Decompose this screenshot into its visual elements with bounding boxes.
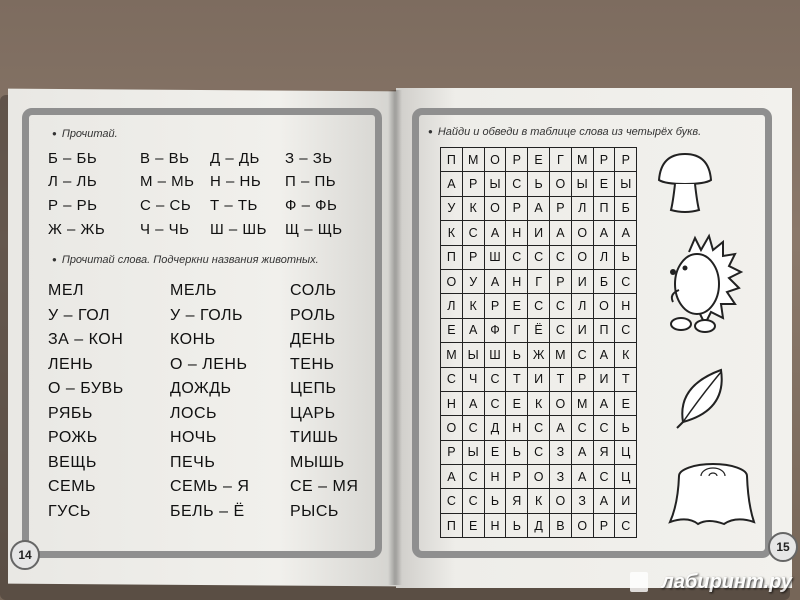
- grid-cell[interactable]: М: [572, 148, 594, 172]
- grid-cell[interactable]: Н: [506, 221, 528, 245]
- grid-cell[interactable]: З: [550, 465, 572, 489]
- grid-cell[interactable]: О: [528, 465, 550, 489]
- grid-cell[interactable]: П: [441, 514, 463, 538]
- instruction-read: ● Прочитай.: [52, 128, 118, 140]
- instruction-read-words: ● Прочитай слова. Подчеркни названия животных.: [52, 254, 319, 266]
- grid-cell[interactable]: Б: [615, 197, 637, 221]
- word-item: ЛЕНЬ: [48, 355, 94, 373]
- grid-cell[interactable]: Я: [594, 441, 616, 465]
- grid-cell[interactable]: О: [550, 172, 572, 196]
- book-gutter: [388, 90, 402, 585]
- word-item: О – БУВЬ: [48, 380, 124, 397]
- grid-cell[interactable]: С: [594, 465, 616, 489]
- grid-cell[interactable]: К: [463, 294, 485, 318]
- grid-cell[interactable]: И: [572, 270, 594, 294]
- letter-pair: Р – РЬ: [48, 197, 98, 214]
- word-item: МЕЛЬ: [170, 282, 217, 299]
- grid-cell[interactable]: О: [485, 197, 507, 221]
- letter-pair: Т – ТЬ: [210, 197, 258, 214]
- grid-cell[interactable]: К: [463, 197, 485, 221]
- word-item: У – ГОЛЬ: [170, 306, 243, 324]
- grid-cell[interactable]: С: [463, 221, 485, 245]
- word-item: ЛОСЬ: [170, 404, 217, 422]
- grid-cell[interactable]: М: [550, 343, 572, 367]
- watermark-logo-icon: [630, 572, 648, 592]
- grid-cell[interactable]: Ф: [485, 319, 507, 343]
- grid-cell[interactable]: Т: [615, 368, 637, 392]
- grid-cell[interactable]: Т: [550, 368, 572, 392]
- grid-cell[interactable]: Р: [485, 294, 507, 318]
- grid-cell[interactable]: А: [572, 441, 594, 465]
- grid-cell[interactable]: С: [528, 246, 550, 270]
- word-item: ЦЕПЬ: [290, 380, 337, 397]
- grid-cell[interactable]: А: [572, 465, 594, 489]
- grid-cell[interactable]: Ш: [485, 343, 507, 367]
- grid-cell[interactable]: А: [485, 221, 507, 245]
- grid-cell[interactable]: О: [441, 270, 463, 294]
- letter-pair: Ж – ЖЬ: [48, 221, 106, 238]
- grid-cell[interactable]: Я: [506, 489, 528, 513]
- grid-cell[interactable]: А: [528, 197, 550, 221]
- grid-cell[interactable]: Ц: [615, 465, 637, 489]
- grid-cell[interactable]: Ы: [615, 172, 637, 196]
- grid-cell[interactable]: Н: [485, 465, 507, 489]
- word-item: МЫШЬ: [290, 453, 345, 471]
- grid-cell[interactable]: С: [506, 246, 528, 270]
- grid-cell[interactable]: Д: [528, 514, 550, 538]
- grid-cell[interactable]: Е: [485, 441, 507, 465]
- word-item: У – ГОЛ: [48, 306, 110, 324]
- grid-cell[interactable]: Е: [506, 392, 528, 416]
- grid-cell[interactable]: Р: [550, 270, 572, 294]
- grid-cell[interactable]: О: [572, 514, 594, 538]
- grid-cell[interactable]: П: [594, 197, 616, 221]
- grid-cell[interactable]: А: [463, 319, 485, 343]
- grid-cell[interactable]: Ё: [528, 319, 550, 343]
- word-item: КОНЬ: [170, 331, 216, 348]
- letter-pair: В – ВЬ: [140, 150, 190, 167]
- grid-cell[interactable]: Н: [506, 270, 528, 294]
- grid-cell[interactable]: А: [441, 172, 463, 196]
- grid-cell[interactable]: О: [572, 246, 594, 270]
- grid-cell[interactable]: С: [485, 368, 507, 392]
- word-item: МЕЛ: [48, 282, 84, 299]
- grid-cell[interactable]: Ь: [506, 514, 528, 538]
- grid-cell[interactable]: К: [528, 489, 550, 513]
- grid-cell[interactable]: Ш: [485, 246, 507, 270]
- grid-cell[interactable]: А: [615, 221, 637, 245]
- grid-cell[interactable]: Е: [506, 294, 528, 318]
- letter-pair: Щ – ЩЬ: [285, 221, 343, 238]
- grid-cell[interactable]: Ж: [528, 343, 550, 367]
- word-item: ВЕЩЬ: [48, 453, 97, 471]
- grid-cell[interactable]: Ы: [485, 172, 507, 196]
- grid-cell[interactable]: А: [594, 221, 616, 245]
- grid-cell[interactable]: Т: [506, 368, 528, 392]
- grid-cell[interactable]: П: [441, 148, 463, 172]
- grid-cell[interactable]: Р: [572, 368, 594, 392]
- grid-cell[interactable]: З: [572, 489, 594, 513]
- word-item: ТЕНЬ: [290, 355, 335, 373]
- letter-pair: Ш – ШЬ: [210, 221, 268, 238]
- grid-cell[interactable]: М: [463, 148, 485, 172]
- mushroom-icon: [655, 150, 715, 216]
- grid-cell[interactable]: А: [441, 465, 463, 489]
- word-item: НОЧЬ: [170, 429, 217, 446]
- grid-cell[interactable]: Ь: [506, 441, 528, 465]
- grid-cell[interactable]: Е: [594, 172, 616, 196]
- grid-cell[interactable]: С: [528, 294, 550, 318]
- grid-cell[interactable]: З: [550, 441, 572, 465]
- letter-pair: П – ПЬ: [285, 173, 337, 190]
- grid-cell[interactable]: Р: [506, 197, 528, 221]
- grid-cell[interactable]: Н: [485, 514, 507, 538]
- grid-cell[interactable]: С: [550, 319, 572, 343]
- grid-cell[interactable]: П: [594, 319, 616, 343]
- grid-cell[interactable]: У: [441, 197, 463, 221]
- grid-cell[interactable]: Е: [615, 392, 637, 416]
- grid-cell[interactable]: Д: [485, 416, 507, 440]
- grid-cell[interactable]: Ы: [572, 172, 594, 196]
- grid-cell[interactable]: Р: [463, 246, 485, 270]
- word-item: ГУСЬ: [48, 502, 91, 520]
- word-item: СОЛЬ: [290, 282, 337, 299]
- grid-cell[interactable]: Е: [441, 319, 463, 343]
- letter-pair: З – ЗЬ: [285, 150, 333, 167]
- grid-cell[interactable]: К: [528, 392, 550, 416]
- hedgehog-icon: [665, 232, 745, 337]
- grid-cell[interactable]: А: [594, 392, 616, 416]
- grid-cell[interactable]: С: [528, 416, 550, 440]
- page-number-left: 14: [10, 540, 40, 570]
- grid-cell[interactable]: У: [463, 270, 485, 294]
- grid-cell[interactable]: И: [594, 368, 616, 392]
- grid-cell[interactable]: С: [441, 368, 463, 392]
- letter-pair: Ф – ФЬ: [285, 197, 338, 214]
- instruction-find-words: ● Найди и обведи в таблице слова из четырёх букв.: [428, 126, 701, 138]
- grid-cell[interactable]: К: [615, 343, 637, 367]
- grid-cell[interactable]: С: [615, 319, 637, 343]
- grid-cell[interactable]: Г: [506, 319, 528, 343]
- letter-pair: Н – НЬ: [210, 173, 262, 190]
- grid-cell[interactable]: И: [572, 319, 594, 343]
- grid-cell[interactable]: С: [615, 514, 637, 538]
- grid-cell[interactable]: Ь: [485, 489, 507, 513]
- grid-cell[interactable]: Г: [528, 270, 550, 294]
- grid-cell[interactable]: А: [463, 392, 485, 416]
- grid-cell[interactable]: О: [485, 148, 507, 172]
- letter-pair: М – МЬ: [140, 173, 195, 190]
- grid-cell[interactable]: Ь: [528, 172, 550, 196]
- grid-cell[interactable]: П: [441, 246, 463, 270]
- grid-cell[interactable]: С: [506, 172, 528, 196]
- grid-cell[interactable]: Ы: [463, 343, 485, 367]
- grid-cell[interactable]: Р: [441, 441, 463, 465]
- word-item: ЦАРЬ: [290, 404, 336, 422]
- word-item: СЕМЬ: [48, 478, 97, 495]
- grid-cell[interactable]: Р: [550, 197, 572, 221]
- grid-cell[interactable]: Ы: [463, 441, 485, 465]
- grid-cell[interactable]: О: [550, 392, 572, 416]
- word-item: ДЕНЬ: [290, 331, 336, 348]
- grid-cell[interactable]: М: [572, 392, 594, 416]
- grid-cell[interactable]: О: [550, 489, 572, 513]
- watermark: лабиринт.ру: [661, 571, 792, 593]
- word-item: РЯБЬ: [48, 404, 93, 422]
- grid-cell[interactable]: Л: [572, 294, 594, 318]
- word-item: ПЕЧЬ: [170, 453, 216, 471]
- word-item: ДОЖДЬ: [170, 380, 232, 397]
- grid-cell[interactable]: Р: [594, 514, 616, 538]
- grid-cell[interactable]: Н: [615, 294, 637, 318]
- stump-icon: [668, 460, 758, 530]
- grid-cell[interactable]: И: [528, 221, 550, 245]
- grid-cell[interactable]: Ь: [615, 246, 637, 270]
- grid-cell[interactable]: Ч: [463, 368, 485, 392]
- grid-cell[interactable]: Л: [594, 246, 616, 270]
- word-item: СЕМЬ – Я: [170, 478, 250, 495]
- grid-cell[interactable]: Н: [506, 416, 528, 440]
- grid-cell[interactable]: О: [441, 416, 463, 440]
- leaf-icon: [675, 366, 727, 430]
- grid-cell[interactable]: Р: [506, 148, 528, 172]
- grid-cell[interactable]: Б: [594, 270, 616, 294]
- grid-cell[interactable]: А: [550, 221, 572, 245]
- grid-cell[interactable]: С: [572, 416, 594, 440]
- grid-cell[interactable]: А: [594, 343, 616, 367]
- word-item: СЕ – МЯ: [290, 478, 359, 495]
- page-number-right: 15: [768, 532, 798, 562]
- letter-pair: Д – ДЬ: [210, 150, 260, 167]
- grid-cell[interactable]: С: [550, 294, 572, 318]
- grid-cell[interactable]: С: [615, 270, 637, 294]
- grid-cell[interactable]: Р: [506, 465, 528, 489]
- grid-cell[interactable]: С: [463, 416, 485, 440]
- grid-cell[interactable]: Г: [550, 148, 572, 172]
- grid-cell[interactable]: К: [441, 221, 463, 245]
- grid-cell[interactable]: О: [572, 221, 594, 245]
- grid-cell[interactable]: Ь: [506, 343, 528, 367]
- grid-cell[interactable]: А: [550, 416, 572, 440]
- grid-cell[interactable]: С: [572, 343, 594, 367]
- grid-cell[interactable]: Ь: [615, 416, 637, 440]
- grid-cell[interactable]: И: [528, 368, 550, 392]
- grid-cell[interactable]: С: [463, 465, 485, 489]
- grid-cell[interactable]: О: [594, 294, 616, 318]
- word-item: ЗА – КОН: [48, 331, 124, 348]
- grid-cell[interactable]: Н: [441, 392, 463, 416]
- grid-cell[interactable]: Л: [572, 197, 594, 221]
- grid-cell[interactable]: С: [441, 489, 463, 513]
- letter-pair: Б – БЬ: [48, 150, 98, 167]
- grid-cell[interactable]: Р: [594, 148, 616, 172]
- letter-pair: Л – ЛЬ: [48, 173, 98, 190]
- word-item: РОЛЬ: [290, 306, 336, 324]
- letter-pair: Ч – ЧЬ: [140, 221, 190, 238]
- grid-cell[interactable]: С: [528, 441, 550, 465]
- grid-cell[interactable]: С: [594, 416, 616, 440]
- letter-pair: С – СЬ: [140, 197, 192, 214]
- grid-cell[interactable]: Л: [441, 294, 463, 318]
- word-item: ТИШЬ: [290, 429, 339, 446]
- word-item: РЫСЬ: [290, 502, 339, 520]
- grid-cell[interactable]: С: [485, 392, 507, 416]
- grid-cell[interactable]: Е: [528, 148, 550, 172]
- word-item: БЕЛЬ – Ё: [170, 502, 245, 520]
- grid-cell[interactable]: И: [615, 489, 637, 513]
- grid-cell[interactable]: Е: [463, 514, 485, 538]
- grid-cell[interactable]: В: [550, 514, 572, 538]
- letter-grid: [440, 147, 637, 538]
- grid-cell[interactable]: А: [485, 270, 507, 294]
- word-item: О – ЛЕНЬ: [170, 355, 248, 373]
- grid-cell[interactable]: С: [550, 246, 572, 270]
- word-item: РОЖЬ: [48, 429, 98, 446]
- grid-cell[interactable]: М: [441, 343, 463, 367]
- grid-cell[interactable]: А: [594, 489, 616, 513]
- grid-cell[interactable]: Ц: [615, 441, 637, 465]
- grid-cell[interactable]: Р: [615, 148, 637, 172]
- grid-cell[interactable]: Р: [463, 172, 485, 196]
- grid-cell[interactable]: С: [463, 489, 485, 513]
